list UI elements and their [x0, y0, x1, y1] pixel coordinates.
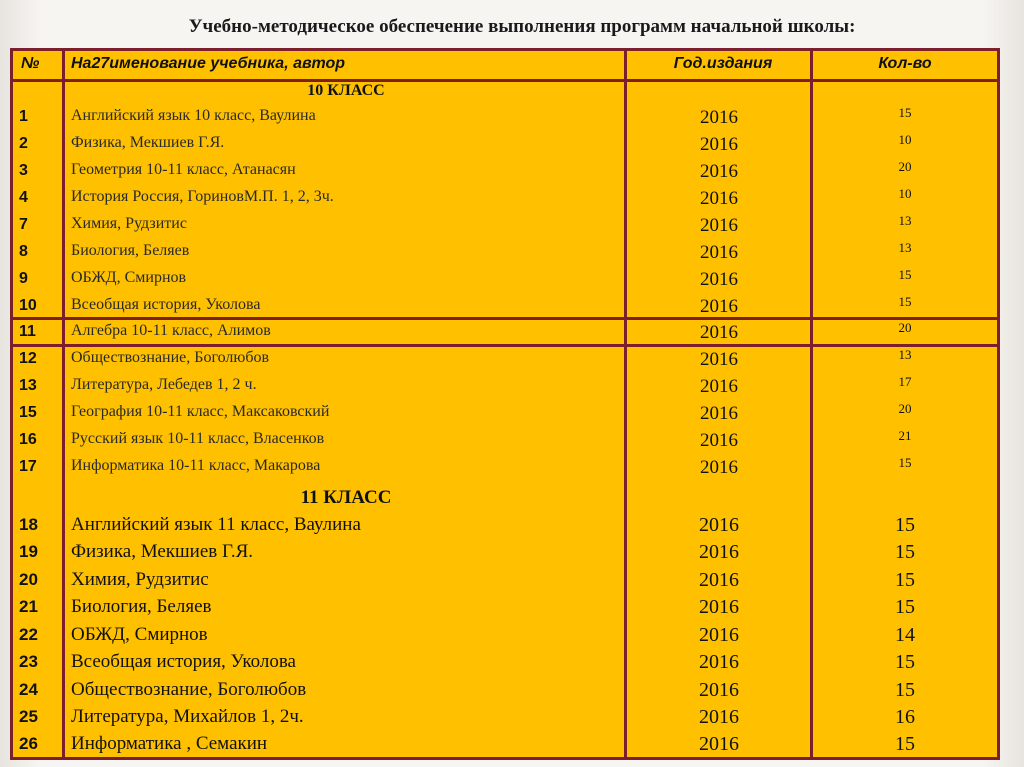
row-number: 16 — [19, 431, 37, 448]
book-title: Информатика 10-11 класс, Макарова — [71, 457, 321, 474]
row-number: 17 — [19, 458, 37, 475]
book-title: ОБЖД, Смирнов — [71, 624, 208, 645]
row-number: 15 — [19, 404, 37, 421]
book-title: Обществознание, Боголюбов — [71, 349, 270, 366]
quantity: 15 — [895, 679, 915, 701]
publication-year: 2016 — [700, 322, 738, 343]
row-number: 20 — [19, 570, 38, 589]
header-name: На27именование учебника, автор — [71, 55, 345, 72]
book-title: Физика, Мекшиев Г.Я. — [71, 134, 225, 151]
book-title: Всеобщая история, Уколова — [71, 296, 261, 313]
publication-year: 2016 — [700, 296, 738, 317]
quantity: 20 — [898, 401, 912, 416]
publication-year: 2016 — [699, 733, 739, 755]
textbook-table — [10, 48, 1000, 760]
publication-year: 2016 — [699, 514, 739, 536]
book-title: Литература, Лебедев 1, 2 ч. — [71, 376, 257, 393]
book-title: Английский язык 10 класс, Ваулина — [71, 107, 316, 124]
book-title: Алгебра 10-11 класс, Алимов — [71, 322, 271, 339]
row-number: 10 — [19, 297, 37, 314]
quantity: 10 — [898, 186, 912, 201]
publication-year: 2016 — [700, 134, 738, 155]
row-number: 7 — [19, 216, 28, 233]
row-number: 4 — [19, 189, 28, 206]
row-number: 18 — [19, 515, 38, 534]
quantity: 14 — [895, 624, 915, 646]
book-title: Химия, Рудзитис — [71, 569, 209, 590]
header-qty: Кол-во — [878, 55, 932, 72]
quantity: 13 — [898, 347, 912, 362]
quantity: 15 — [895, 596, 915, 618]
publication-year: 2016 — [700, 457, 738, 478]
publication-year: 2016 — [699, 596, 739, 618]
row-number: 8 — [19, 243, 28, 260]
quantity: 15 — [895, 651, 915, 673]
publication-year: 2016 — [700, 376, 738, 397]
quantity: 13 — [898, 240, 912, 255]
row-number: 12 — [19, 350, 37, 367]
quantity: 15 — [898, 267, 912, 282]
publication-year: 2016 — [700, 188, 738, 209]
book-title: Литература, Михайлов 1, 2ч. — [71, 706, 304, 727]
book-title: История Россия, ГориновМ.П. 1, 2, 3ч. — [71, 188, 334, 205]
quantity: 15 — [898, 455, 912, 470]
publication-year: 2016 — [699, 651, 739, 673]
row-number: 11 — [19, 323, 36, 340]
quantity: 20 — [898, 320, 912, 335]
quantity: 17 — [898, 374, 912, 389]
publication-year: 2016 — [700, 349, 738, 370]
book-title: Химия, Рудзитис — [71, 215, 187, 232]
row-number: 9 — [19, 270, 28, 287]
quantity: 13 — [898, 213, 912, 228]
book-title: ОБЖД, Смирнов — [71, 269, 187, 286]
quantity: 15 — [898, 105, 912, 120]
quantity: 20 — [898, 159, 912, 174]
section-title-10: 10 КЛАСС — [307, 82, 385, 99]
row-number: 23 — [19, 652, 38, 671]
book-title: Всеобщая история, Уколова — [71, 651, 296, 672]
book-title: Биология, Беляев — [71, 242, 190, 259]
row-number: 26 — [19, 734, 38, 753]
row-number: 22 — [19, 625, 38, 644]
header-year: Год.издания — [673, 55, 773, 72]
publication-year: 2016 — [700, 215, 738, 236]
publication-year: 2016 — [700, 430, 738, 451]
quantity: 15 — [895, 569, 915, 591]
quantity: 15 — [898, 294, 912, 309]
section-title-11: 11 КЛАСС — [300, 487, 392, 508]
header-num: № — [21, 55, 40, 72]
quantity: 15 — [895, 514, 915, 536]
publication-year: 2016 — [700, 107, 738, 128]
book-title: Английский язык 11 класс, Ваулина — [71, 514, 361, 535]
quantity: 16 — [895, 706, 915, 728]
publication-year: 2016 — [700, 242, 738, 263]
book-title: Биология, Беляев — [71, 596, 212, 617]
row-number: 24 — [19, 680, 38, 699]
row-number: 13 — [19, 377, 37, 394]
book-title: Обществознание, Боголюбов — [71, 679, 307, 700]
page-title: Учебно-методическое обеспечение выполнения программ начальной школы: — [188, 16, 856, 37]
publication-year: 2016 — [699, 624, 739, 646]
column-divider — [62, 51, 65, 757]
row-number: 2 — [19, 135, 28, 152]
row-number: 19 — [19, 542, 38, 561]
quantity: 10 — [898, 132, 912, 147]
publication-year: 2016 — [699, 541, 739, 563]
row-number: 1 — [19, 108, 28, 125]
quantity: 15 — [895, 733, 915, 755]
book-title: География 10-11 класс, Максаковский — [71, 403, 330, 420]
publication-year: 2016 — [700, 161, 738, 182]
book-title: Информатика , Семакин — [71, 733, 268, 754]
publication-year: 2016 — [699, 569, 739, 591]
book-title: Русский язык 10-11 класс, Власенков — [71, 430, 325, 447]
publication-year: 2016 — [700, 269, 738, 290]
row-number: 25 — [19, 707, 38, 726]
book-title: Физика, Мекшиев Г.Я. — [71, 541, 254, 562]
publication-year: 2016 — [700, 403, 738, 424]
table-header — [13, 51, 997, 82]
quantity: 15 — [895, 541, 915, 563]
book-title: Геометрия 10-11 класс, Атанасян — [71, 161, 296, 178]
publication-year: 2016 — [699, 706, 739, 728]
publication-year: 2016 — [699, 679, 739, 701]
row-number: 3 — [19, 162, 28, 179]
row-number: 21 — [19, 597, 38, 616]
quantity: 21 — [898, 428, 912, 443]
